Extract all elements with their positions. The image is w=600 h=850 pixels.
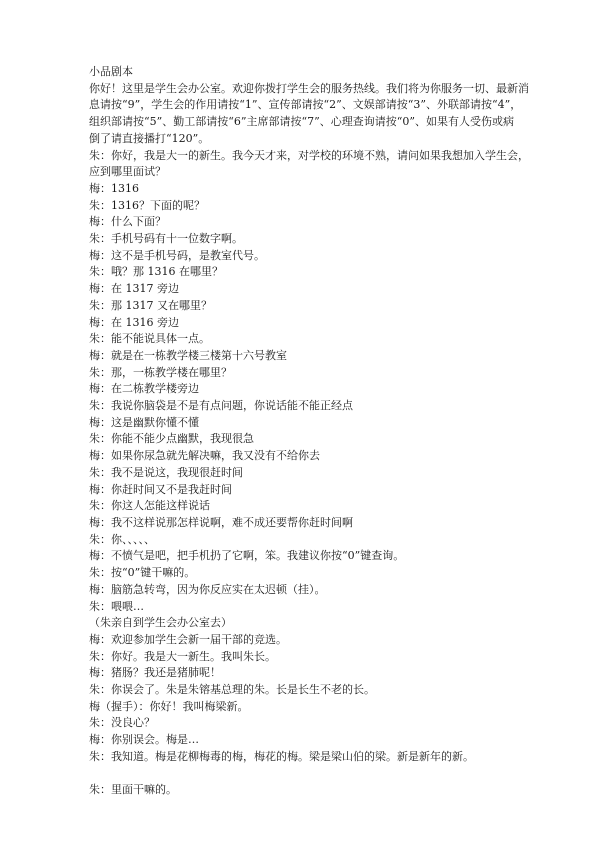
dialogue-line: 朱：1316？下面的呢？	[89, 198, 205, 212]
dialogue-line: 梅：在二栋教学楼旁边	[89, 382, 199, 396]
dialogue-line: 朱：你好，我是大一的新生。我今天才来，对学校的环境不熟，请问如果我想加入学生会，	[89, 148, 529, 162]
dialogue-line: 梅：我不这样说那怎样说啊，难不成还要帮你赶时间啊	[89, 515, 353, 529]
dialogue-line: 梅：这不是手机号码，是教室代号。	[89, 248, 265, 262]
script-document	[89, 64, 529, 799]
dialogue-line: 梅：你别误会。梅是…	[89, 733, 199, 747]
dialogue-line: 梅：欢迎参加学生会新一届干部的竞选。	[89, 632, 287, 646]
dialogue-line: 朱：我不是说这，我现很赶时间	[89, 465, 243, 479]
dialogue-line: 梅：就是在一栋教学楼三楼第十六号教室	[89, 348, 287, 362]
dialogue-line: 朱：手机号码有十一位数字啊。	[89, 232, 243, 246]
dialogue-line: 朱：能不能说具体一点。	[89, 332, 210, 346]
dialogue-line: 朱：你好。我是大一新生。我叫朱长。	[89, 649, 276, 663]
dialogue-line: 朱：你误会了。朱是朱镕基总理的朱。长是长生不老的长。	[89, 683, 375, 697]
dialogue-line: 梅：不愤气是吧，把手机扔了它啊，笨。我建议你按“0”键查询。	[89, 549, 405, 563]
dialogue-line: 梅：这是幽默你懂不懂	[89, 415, 199, 429]
dialogue-line: 梅：你赶时间又不是我赶时间	[89, 482, 232, 496]
dialogue-line: 朱：喂喂…	[89, 599, 144, 613]
dialogue-line: 朱：哦？那 1316 在哪里？	[89, 265, 223, 279]
dialogue-line: 梅：在 1317 旁边	[89, 282, 179, 296]
dialogue-line: 梅：如果你尿急就先解决嘛，我又没有不给你去	[89, 449, 320, 463]
dialogue-line: 朱：我知道。梅是花柳梅毒的梅，梅花的梅。梁是梁山伯的梁。新是新年的新。	[89, 749, 474, 763]
text-line: 倒了请直接播打“120”。	[89, 131, 210, 145]
text-line: 组织部请按“5”、勤工部请按“6”主席部请按“7”、心理查询请按“0”、如果有人受伤或病	[89, 115, 514, 129]
dialogue-line: 梅：猪肠？我还是猪肺呢！	[89, 666, 221, 680]
dialogue-line: 梅（握手）：你好！我叫梅梁新。	[89, 699, 249, 713]
dialogue-line: 朱：那 1317 又在哪里？	[89, 298, 212, 312]
stage-direction: （朱亲自到学生会办公室去）	[89, 616, 232, 630]
dialogue-line: 朱：我说你脑袋是不是有点问题，你说话能不能正经点	[89, 399, 353, 413]
dialogue-line: 梅：脑筋急转弯，因为你反应实在太迟顿（挂）。	[89, 582, 326, 596]
dialogue-line: 朱：你、、、、、	[89, 532, 155, 546]
doc-title: 小品剧本	[89, 65, 133, 78]
dialogue-line: 梅：在 1316 旁边	[89, 315, 179, 329]
text-line: 你好！这里是学生会办公室。欢迎你拨打学生会的服务热线。我们将为你服务一切、最新消	[89, 81, 529, 95]
dialogue-line: 应到哪里面试？	[89, 165, 166, 179]
blank-line	[89, 766, 521, 783]
dialogue-line: 朱：没良心？	[89, 716, 155, 730]
text-line: 息请按“9”，学生会的作用请按“1”、宣传部请按“2”、文娱部请按“3”、外联部请按“4”，	[89, 98, 522, 112]
dialogue-line: 梅：1316	[89, 181, 139, 195]
dialogue-line: 朱：按“0”键干嘛的。	[89, 566, 196, 580]
dialogue-line: 朱：你这人怎能这样说话	[89, 499, 210, 513]
dialogue-line: 梅：什么下面？	[89, 215, 166, 229]
dialogue-line: 朱：里面干嘛的。	[89, 783, 177, 797]
dialogue-line: 朱：那，一栋教学楼在哪里？	[89, 365, 232, 379]
dialogue-line: 朱：你能不能少点幽默，我现很急	[89, 432, 254, 446]
